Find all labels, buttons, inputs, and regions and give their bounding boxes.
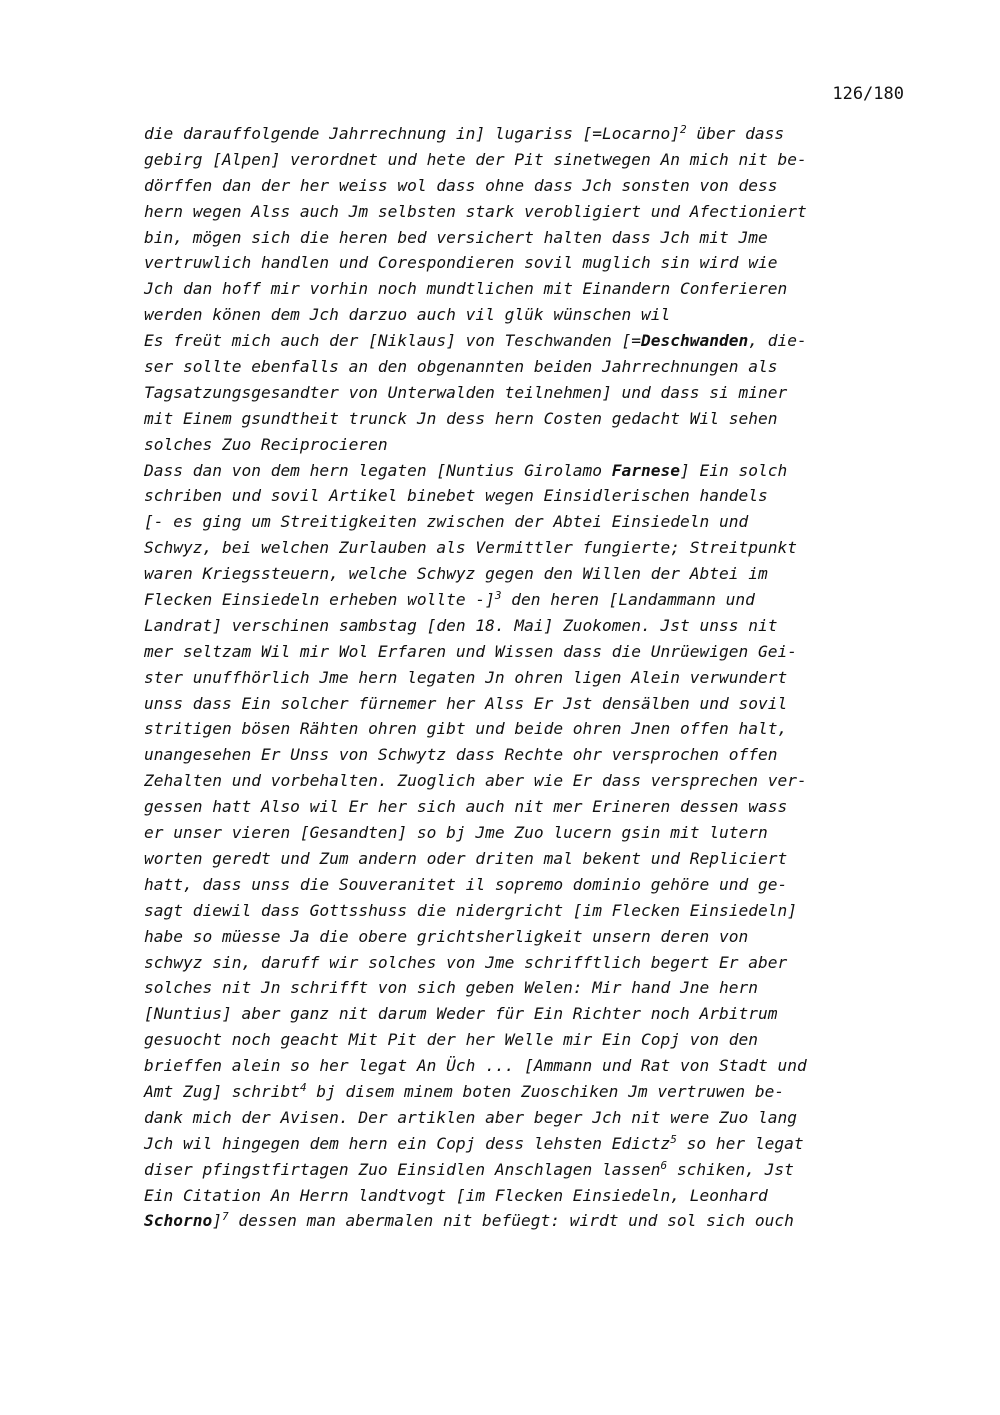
bold-name: Farnese — [611, 460, 681, 480]
text-line — [144, 587, 914, 613]
text-segment: gesuocht noch geacht Mit Pit der her Welle mir Ein Copj von den — [144, 1030, 758, 1050]
footnote-marker: 7 — [221, 1210, 229, 1224]
text-line — [144, 898, 914, 924]
text-segment: worten geredt und Zum andern oder driten mal bekent und Repliciert — [144, 848, 788, 868]
text-line — [144, 406, 914, 432]
footnote-marker: 4 — [299, 1080, 307, 1094]
text-segment: diser pfingstfirtagen Zuo Einsidlen Anschlagen lassen — [144, 1159, 661, 1179]
footnote-marker: 5 — [670, 1132, 677, 1146]
text-line — [144, 458, 914, 484]
text-segment: bin, mögen sich die heren bed versichert halten dass Jch mit Jme — [144, 227, 768, 247]
footnote-marker: 2 — [680, 123, 687, 136]
text-segment: habe so müesse Ja die obere grichtsherligkeit unsern deren von — [144, 926, 749, 946]
text-segment: mer seltzam Wil mir Wol Erfaren und Wissen dass die Unrüewigen Gei- — [144, 641, 797, 661]
text-segment: brieffen alein so her legat An Üch ... [Ammann und Rat von Stadt und — [144, 1056, 807, 1076]
text-line — [144, 121, 914, 147]
text-line — [144, 768, 914, 794]
text-segment: gessen hatt Also wil Er her sich auch nit mer Erineren dessen wass — [144, 797, 788, 817]
text-line — [144, 613, 914, 639]
text-segment: Amt Zug] schribt — [144, 1081, 300, 1101]
text-line — [144, 1208, 914, 1234]
text-segment: Jch wil hingegen dem hern ein Copj dess lehsten Edictz — [144, 1133, 671, 1153]
text-line — [144, 1131, 914, 1157]
text-segment: unangesehen Er Unss von Schwytz dass Rechte ohr versprochen offen — [144, 745, 778, 765]
text-segment: dessen man abermalen nit befüegt: wirdt und sol sich ouch — [228, 1211, 794, 1231]
text-line — [144, 691, 914, 717]
text-segment: Jch dan hoff mir vorhin noch mundtlichen mit Einandern Conferieren — [144, 279, 788, 299]
text-segment: werden könen dem Jch darzuo auch vil glük wünschen wil — [144, 305, 671, 325]
text-segment: die darauffolgende Jahrrechnung in] lugariss [=Locarno] — [144, 124, 681, 143]
text-segment: ] Ein solch — [680, 460, 788, 480]
text-segment: [Nuntius] aber ganz nit darum Weder für Ein Richter noch Arbitrum — [144, 1004, 778, 1024]
text-line — [144, 432, 914, 458]
text-segment: , die- — [748, 331, 807, 351]
text-line — [144, 199, 914, 225]
text-segment: Schwyz, bei welchen Zurlauben als Vermittler fungierte; Streitpunkt — [144, 538, 797, 558]
text-segment: Tagsatzungsgesandter von Unterwalden teilnehmen] und dass si miner — [144, 382, 788, 402]
footnote-marker: 6 — [660, 1158, 668, 1172]
text-segment: schiken, Jst — [667, 1159, 794, 1179]
text-segment: hatt, dass unss die Souveranitet il sopremo dominio gehöre und ge- — [144, 874, 788, 894]
footnote-marker: 3 — [494, 589, 502, 603]
text-line — [144, 147, 914, 173]
text-line — [144, 924, 914, 950]
page-number: 126/180 — [832, 84, 904, 104]
text-line — [144, 1027, 914, 1053]
text-line — [144, 561, 914, 587]
text-line — [144, 509, 914, 535]
text-line — [144, 225, 914, 251]
text-segment: Flecken Einsiedeln erheben wollte -] — [144, 590, 495, 610]
text-segment: hern wegen Alss auch Jm selbsten stark verobligiert und Afectioniert — [144, 201, 807, 221]
text-segment: über dass — [686, 124, 785, 143]
text-segment: den heren [Landammann und — [501, 590, 755, 610]
text-line — [144, 1001, 914, 1027]
text-line — [144, 302, 914, 328]
bold-name: Deschwanden — [641, 331, 749, 351]
text-segment: solches Zuo Reciprocieren — [144, 434, 388, 454]
text-segment: sagt diewil dass Gottsshuss die nidergricht [im Flecken Einsiedeln] — [144, 900, 797, 920]
text-line — [144, 354, 914, 380]
text-line — [144, 328, 914, 354]
text-segment: Es freüt mich auch der [Niklaus] von Teschwanden [= — [144, 331, 642, 351]
text-line — [144, 716, 914, 742]
text-segment: schriben und sovil Artikel binebet wegen Einsidlerischen handels — [144, 486, 768, 506]
text-segment: stritigen bösen Rähten ohren gibt und beide ohren Jnen offen halt, — [144, 719, 788, 739]
text-line — [144, 276, 914, 302]
text-segment: er unser vieren [Gesandten] so bj Jme Zuo lucern gsin mit lutern — [144, 823, 768, 843]
text-segment: so her legat — [676, 1133, 804, 1153]
text-segment: solches nit Jn schrifft von sich geben Welen: Mir hand Jne hern — [144, 978, 758, 998]
text-segment: mit Einem gsundtheit trunck Jn dess hern Costen gedacht Wil sehen — [144, 408, 778, 428]
text-line — [144, 872, 914, 898]
text-line — [144, 1079, 914, 1105]
letter-text — [144, 121, 914, 1234]
text-line — [144, 173, 914, 199]
text-line — [144, 639, 914, 665]
bold-name: Schorno — [144, 1211, 213, 1231]
text-segment: [- es ging um Streitigkeiten zwischen der Abtei Einsiedeln und — [144, 512, 749, 532]
text-line — [144, 794, 914, 820]
text-line — [144, 1183, 914, 1209]
text-segment: waren Kriegssteuern, welche Schwyz gegen den Willen der Abtei im — [144, 564, 768, 584]
text-segment: unss dass Ein solcher fürnemer her Alss Er Jst densälben und sovil — [144, 693, 788, 713]
text-segment: Dass dan von dem hern legaten [Nuntius Girolamo — [144, 460, 612, 480]
text-line — [144, 742, 914, 768]
text-line — [144, 975, 914, 1001]
text-line — [144, 665, 914, 691]
text-line — [144, 846, 914, 872]
text-segment: Ein Citation An Herrn landtvogt [im Flecken Einsiedeln, Leonhard — [144, 1185, 768, 1205]
text-segment: schwyz sin, daruff wir solches von Jme schrifftlich begert Er aber — [144, 952, 788, 972]
text-segment: ser sollte ebenfalls an den obgenannten beiden Jahrrechnungen als — [144, 357, 778, 377]
text-line — [144, 483, 914, 509]
text-line — [144, 1157, 914, 1183]
text-line — [144, 250, 914, 276]
text-segment: Landrat] verschinen sambstag [den 18. Mai] Zuokomen. Jst unss nit — [144, 615, 778, 635]
text-segment: gebirg [Alpen] verordnet und hete der Pit sinetwegen An mich nit be- — [144, 149, 807, 169]
text-segment: bj disem minem boten Zuoschiken Jm vertruwen be- — [306, 1081, 785, 1101]
text-line — [144, 380, 914, 406]
text-segment: dörffen dan der her weiss wol dass ohne dass Jch sonsten von dess — [144, 175, 778, 195]
text-line — [144, 950, 914, 976]
text-segment: Zehalten und vorbehalten. Zuoglich aber wie Er dass versprechen ver- — [144, 771, 807, 791]
text-line — [144, 820, 914, 846]
text-line — [144, 1053, 914, 1079]
text-segment: ] — [212, 1211, 222, 1231]
text-segment: ster unuffhörlich Jme hern legaten Jn ohren ligen Alein verwundert — [144, 667, 788, 687]
text-line — [144, 1105, 914, 1131]
text-segment: vertruwlich handlen und Corespondieren sovil muglich sin wird wie — [144, 253, 778, 273]
text-line — [144, 535, 914, 561]
text-segment: dank mich der Avisen. Der artiklen aber beger Jch nit were Zuo lang — [144, 1107, 797, 1127]
